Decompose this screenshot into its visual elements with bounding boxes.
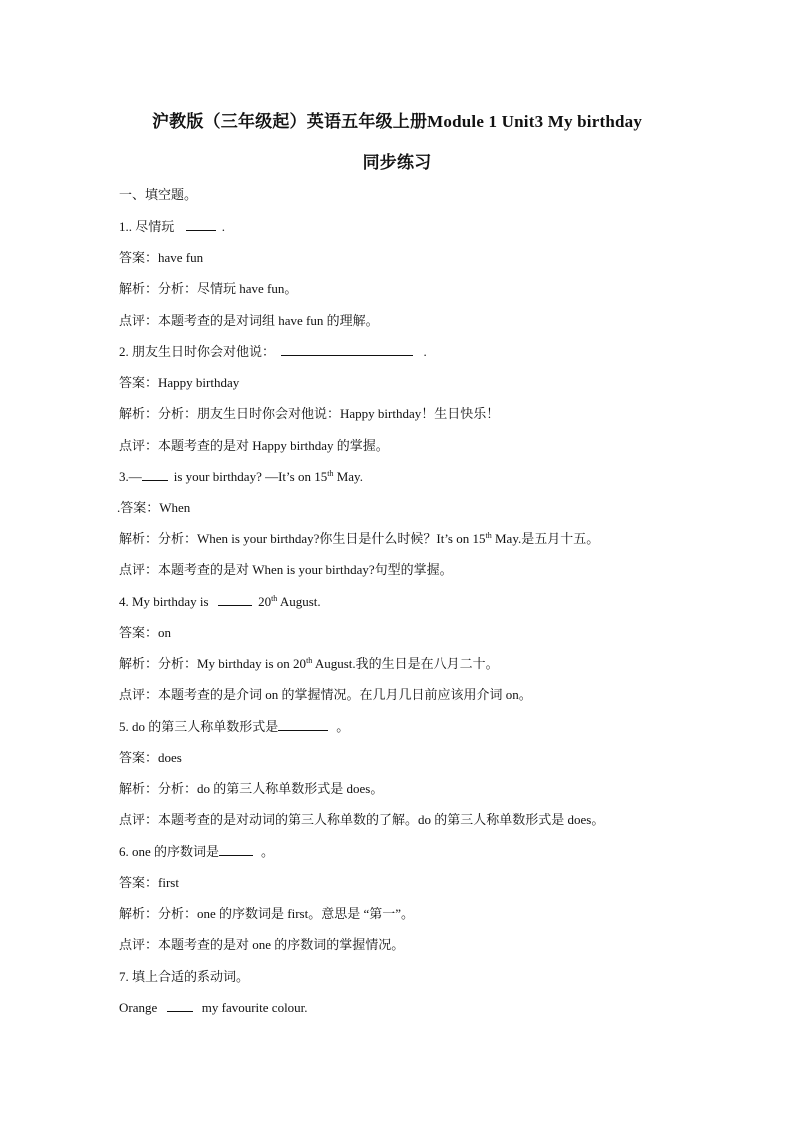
analysis-4-text: 解析：分析：My birthday is on 20 xyxy=(119,656,307,671)
question-5-end: 。 xyxy=(336,719,350,734)
comment-3: 点评：本题考查的是对 When is your birthday?句型的掌握。 xyxy=(119,562,453,577)
document-subtitle: 同步练习 xyxy=(362,153,432,172)
comment-4: 点评：本题考查的是介词 on 的掌握情况。在几月几日前应该用介词 on。 xyxy=(119,687,532,702)
question-6-text: 6. one 的序数词是 xyxy=(119,844,220,859)
answer-blank xyxy=(142,468,168,481)
question-2-end: . xyxy=(423,344,427,359)
question-4 xyxy=(119,593,321,611)
ordinal-suffix: th xyxy=(306,656,313,665)
question-3-start: 3.— xyxy=(119,469,142,484)
analysis-3-text: 解析：分析：When is your birthday?你生日是什么时候？It’s on 15 xyxy=(119,531,486,546)
comment-5: 点评：本题考查的是对动词的第三人称单数的了解。do 的第三人称单数形式是 does。 xyxy=(119,812,605,827)
sentence-start: Orange xyxy=(119,1000,158,1015)
analysis-6: 解析：分析：one 的序数词是 first。意思是 “第一”。 xyxy=(119,906,415,921)
analysis-2: 解析：分析：朋友生日时你会对他说：Happy birthday！生日快乐！ xyxy=(119,406,500,421)
question-1-end: . xyxy=(221,219,226,234)
question-2-text: 2. 朋友生日时你会对他说： xyxy=(119,344,276,359)
ordinal-suffix: th xyxy=(271,594,278,603)
analysis-5: 解析：分析：do 的第三人称单数形式是 does。 xyxy=(119,781,384,796)
answer-3: .答案：When xyxy=(117,500,191,515)
analysis-4-end: August.我的生日是在八月二十。 xyxy=(312,656,499,671)
answer-6: 答案：first xyxy=(119,875,179,890)
analysis-3-end: May.是五月十五。 xyxy=(491,531,600,546)
question-7-sentence xyxy=(119,999,308,1017)
question-4-date: 20 xyxy=(254,594,272,609)
comment-1: 点评：本题考查的是对词组 have fun 的理解。 xyxy=(119,313,379,328)
answer-blank xyxy=(218,593,252,606)
document-title: 沪教版（三年级起）英语五年级上册Module 1 Unit3 My birthday xyxy=(151,112,643,131)
answer-blank xyxy=(186,218,216,231)
question-1-text: 1.. 尽情玩 xyxy=(119,219,175,234)
question-6 xyxy=(119,843,274,861)
analysis-4 xyxy=(119,655,499,673)
ordinal-suffix: th xyxy=(327,469,334,478)
question-5 xyxy=(119,718,349,736)
question-1 xyxy=(119,218,225,236)
answer-1: 答案：have fun xyxy=(119,250,204,265)
comment-2: 点评：本题考查的是对 Happy birthday 的掌握。 xyxy=(119,438,389,453)
question-6-end: 。 xyxy=(261,844,275,859)
analysis-3 xyxy=(119,530,599,548)
analysis-1: 解析：分析：尽情玩 have fun。 xyxy=(119,281,298,296)
ordinal-suffix: th xyxy=(485,531,492,540)
answer-blank xyxy=(278,718,328,731)
question-4-end: August. xyxy=(277,594,321,609)
question-4-text: 4. My birthday is xyxy=(119,594,209,609)
question-3 xyxy=(119,468,363,486)
section-heading: 一、填空题。 xyxy=(119,187,198,202)
answer-2: 答案：Happy birthday xyxy=(119,375,240,390)
question-5-text: 5. do 的第三人称单数形式是 xyxy=(119,719,279,734)
answer-blank xyxy=(167,999,193,1012)
answer-blank xyxy=(281,343,413,356)
question-3-end: May. xyxy=(333,469,363,484)
question-7: 7. 填上合适的系动词。 xyxy=(119,969,250,984)
answer-5: 答案：does xyxy=(119,750,182,765)
comment-6: 点评：本题考查的是对 one 的序数词的掌握情况。 xyxy=(119,937,405,952)
answer-blank xyxy=(219,843,253,856)
answer-4: 答案：on xyxy=(119,625,172,640)
question-2 xyxy=(119,343,427,361)
question-3-text: is your birthday? —It’s on 15 xyxy=(173,469,328,484)
sentence-end: my favourite colour. xyxy=(201,1000,308,1015)
